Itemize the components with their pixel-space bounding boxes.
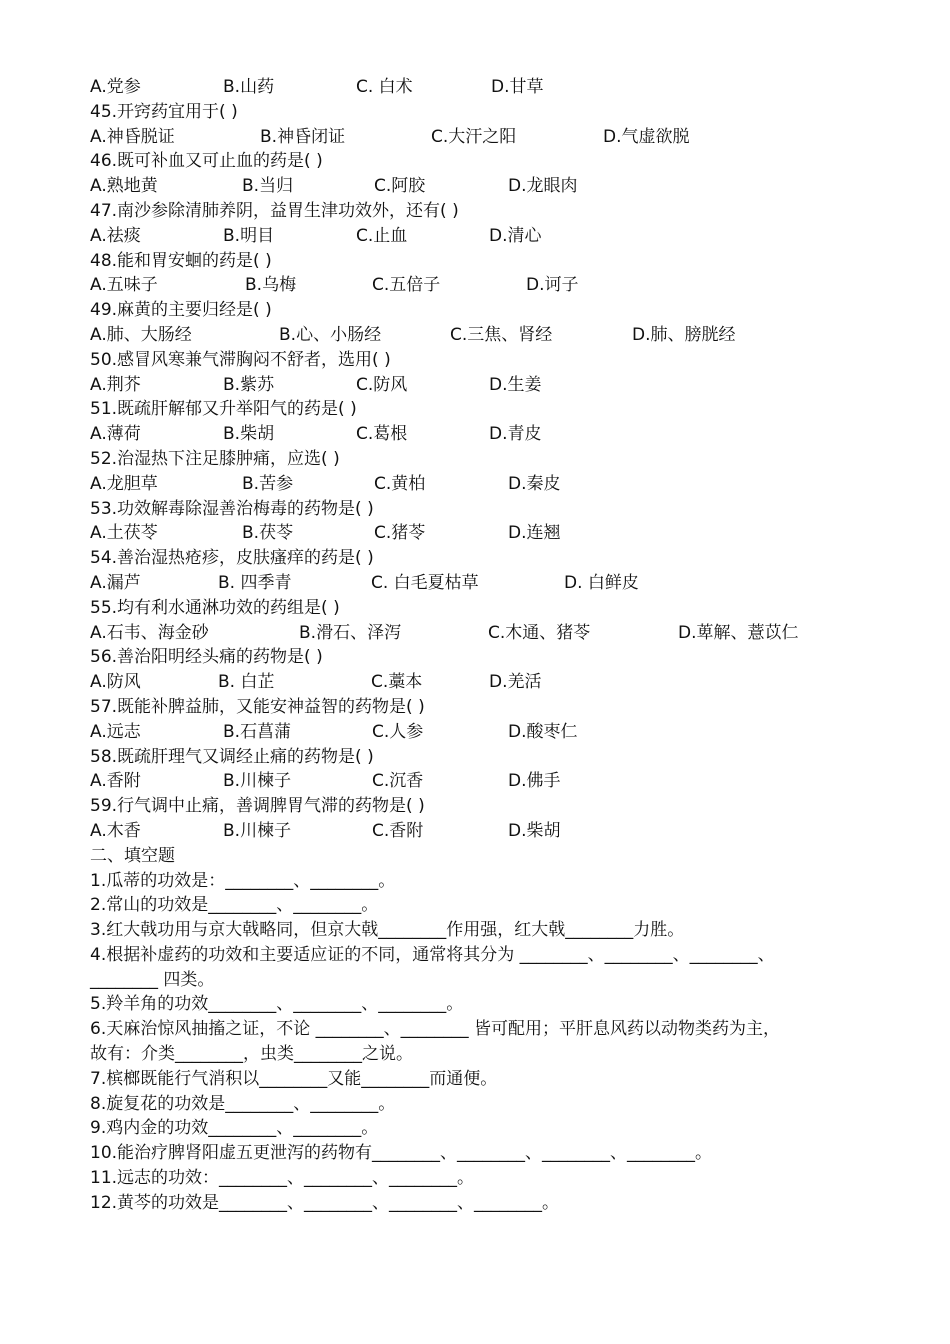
option-b: B.山药 — [223, 77, 275, 97]
question-options — [90, 670, 870, 695]
question-46: 46.既可补血又可止血的药是( ) — [90, 151, 323, 172]
option-b: B.当归 — [242, 176, 294, 197]
option-d: D.秦皮 — [508, 473, 561, 494]
option-c: C.止血 — [356, 225, 408, 246]
fill-question-5: 5.羚羊角的功效________、________、________。 — [90, 994, 464, 1015]
question-57: 57.既能补脾益肺，又能安神益智的药物是( ) — [90, 696, 425, 717]
question-options — [90, 422, 870, 447]
option-c: C.五倍子 — [372, 275, 441, 296]
option-c: C.三焦、肾经 — [450, 324, 553, 345]
option-b: B. 四季青 — [218, 572, 292, 593]
option-a: A.肺、大肠经 — [90, 324, 192, 345]
question-options — [90, 125, 870, 150]
question-options — [90, 373, 870, 398]
option-a: A.五味子 — [90, 275, 158, 296]
option-b: B.明目 — [223, 225, 275, 246]
option-b: B.心、小肠经 — [279, 324, 382, 345]
option-b: B.柴胡 — [223, 424, 275, 445]
option-c: C. 白毛夏枯草 — [371, 572, 479, 593]
question-59: 59.行气调中止痛，善调脾胃气滞的药物是( ) — [90, 796, 425, 817]
option-c: C.香附 — [372, 820, 424, 841]
question-53: 53.功效解毒除湿善治梅毒的药物是( ) — [90, 498, 374, 519]
option-a: A.香附 — [90, 771, 141, 792]
option-d: D.柴胡 — [508, 820, 561, 841]
option-c: C.阿胶 — [374, 176, 426, 197]
option-a: A.党参 — [90, 77, 141, 97]
fill-question-6-cont: 故有：介类________，虫类________之说。 — [90, 1044, 413, 1065]
question-options — [90, 174, 870, 199]
option-c: C. 白术 — [356, 77, 413, 97]
option-d: D.甘草 — [491, 77, 544, 97]
fill-question-10: 10.能治疗脾肾阳虚五更泄泻的药物有________、________、________、________。 — [90, 1143, 713, 1164]
question-options — [90, 621, 870, 646]
question-45: 45.开窍药宜用于( ) — [90, 101, 238, 122]
option-d: D.龙眼肉 — [508, 176, 578, 197]
question-55: 55.均有利水通淋功效的药组是( ) — [90, 597, 340, 618]
option-b: B.紫苏 — [223, 374, 275, 395]
option-d: D.肺、膀胱经 — [632, 324, 736, 345]
option-b: B.川楝子 — [223, 771, 292, 792]
option-d: D.气虚欲脱 — [603, 126, 690, 147]
fill-question-12: 12.黄芩的功效是________、________、________、________。 — [90, 1192, 560, 1213]
question-options — [90, 224, 870, 249]
option-b: B.茯苓 — [242, 523, 294, 544]
option-a: A.祛痰 — [90, 225, 141, 246]
option-d: D.羌活 — [489, 672, 542, 693]
option-c: C.防风 — [356, 374, 408, 395]
fill-question-8: 8.旋复花的功效是________、________。 — [90, 1093, 396, 1114]
option-d: D.诃子 — [526, 275, 579, 296]
option-b: B.川楝子 — [223, 820, 292, 841]
option-d: D.佛手 — [508, 771, 561, 792]
question-options — [90, 273, 870, 298]
question-47: 47.南沙参除清肺养阴，益胃生津功效外，还有( ) — [90, 200, 459, 221]
question-58: 58.既疏肝理气又调经止痛的药物是( ) — [90, 746, 374, 767]
exam-page — [90, 75, 870, 1216]
option-c: C.大汗之阳 — [431, 126, 517, 147]
fill-question-3: 3.红大戟功用与京大戟略同，但京大戟________作用强，红大戟________力胜。 — [90, 920, 685, 941]
option-a: A.木香 — [90, 820, 141, 841]
question-options — [90, 571, 870, 596]
option-c: C.沉香 — [372, 771, 424, 792]
option-c: C.人参 — [372, 721, 424, 742]
option-b: B.滑石、泽泻 — [299, 622, 402, 643]
fill-question-11: 11.远志的功效：________、________、________。 — [90, 1168, 475, 1189]
option-b: B.苦参 — [242, 473, 294, 494]
option-a: A.石韦、海金砂 — [90, 622, 209, 643]
option-d: D. 白鲜皮 — [564, 572, 639, 593]
fill-question-2: 2.常山的功效是________、________。 — [90, 895, 379, 916]
option-d: D.连翘 — [508, 523, 561, 544]
option-a: A.土茯苓 — [90, 523, 158, 544]
question-48: 48.能和胃安蛔的药是( ) — [90, 250, 272, 271]
fill-question-1: 1.瓜蒂的功效是：________、________。 — [90, 870, 396, 891]
question-options — [90, 323, 870, 348]
option-c: C.葛根 — [356, 424, 408, 445]
question-options — [90, 472, 870, 497]
option-d: D.清心 — [489, 225, 542, 246]
fill-question-6: 6.天麻治惊风抽搐之证，不论 ________、________ 皆可配用；平肝息风药以动物类药为主， — [90, 1019, 781, 1040]
option-a: A.防风 — [90, 672, 141, 693]
question-options — [90, 819, 870, 844]
option-c: C.木通、猪苓 — [488, 622, 591, 643]
option-a: A.龙胆草 — [90, 473, 158, 494]
option-c: C.黄柏 — [374, 473, 426, 494]
section-heading: 二、填空题 — [90, 845, 175, 866]
question-options — [90, 720, 870, 745]
question-51: 51.既疏肝解郁又升举阳气的药是( ) — [90, 399, 357, 420]
question-49: 49.麻黄的主要归经是( ) — [90, 300, 272, 321]
option-a: A.荆芥 — [90, 374, 141, 395]
option-a: A.薄荷 — [90, 424, 141, 445]
option-a: A.漏芦 — [90, 572, 141, 593]
fill-question-9: 9.鸡内金的功效________、________。 — [90, 1118, 379, 1139]
option-b: B.石菖蒲 — [223, 721, 292, 742]
fill-question-4-cont: ________ 四类。 — [90, 969, 215, 990]
option-a: A.神昏脱证 — [90, 126, 175, 147]
option-c: C.藁本 — [371, 672, 423, 693]
option-a: A.熟地黄 — [90, 176, 158, 197]
question-options — [90, 521, 870, 546]
option-b: B.乌梅 — [245, 275, 297, 296]
option-c: C.猪苓 — [374, 523, 426, 544]
option-d: D.萆解、薏苡仁 — [678, 622, 799, 643]
question-56: 56.善治阳明经头痛的药物是( ) — [90, 647, 323, 668]
fill-question-7: 7.槟榔既能行气消积以________又能________而通便。 — [90, 1068, 498, 1089]
question-50: 50.感冒风寒兼气滞胸闷不舒者，选用( ) — [90, 349, 391, 370]
question-options — [90, 75, 870, 100]
question-52: 52.治湿热下注足膝肿痛，应选( ) — [90, 448, 340, 469]
fill-question-4: 4.根据补虚药的功效和主要适应证的不同，通常将其分为 ________、________、________、 — [90, 944, 775, 965]
option-a: A.远志 — [90, 721, 141, 742]
option-b: B. 白芷 — [218, 672, 275, 693]
question-54: 54.善治湿热疮疹，皮肤瘙痒的药是( ) — [90, 548, 374, 569]
option-d: D.青皮 — [489, 424, 542, 445]
option-d: D.生姜 — [489, 374, 542, 395]
question-options — [90, 769, 870, 794]
option-d: D.酸枣仁 — [508, 721, 578, 742]
option-b: B.神昏闭证 — [260, 126, 346, 147]
